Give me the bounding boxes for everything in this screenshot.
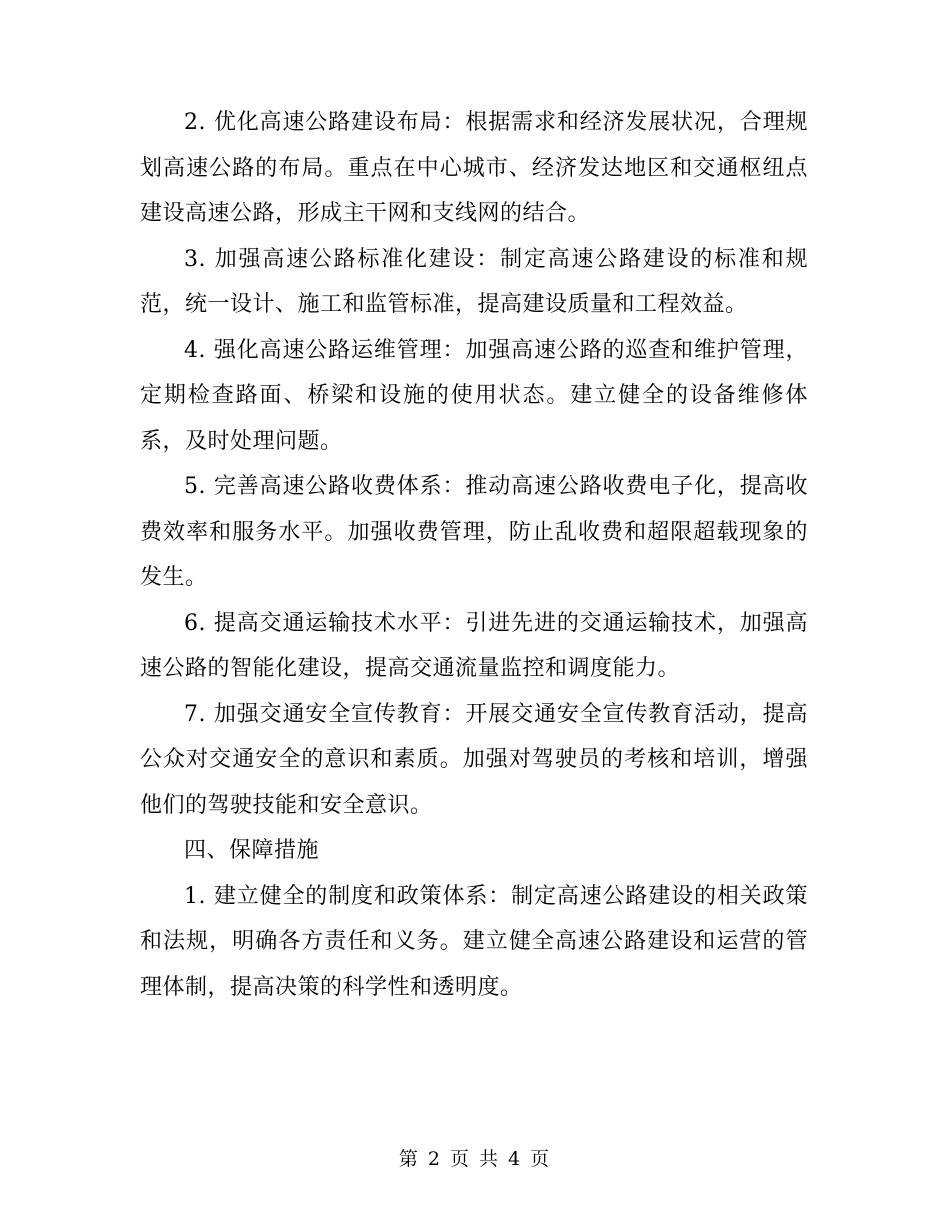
paragraph-item-7: 7. 加强交通安全宣传教育：开展交通安全宣传教育活动，提高公众对交通安全的意识和素质。加强对驾驶员的考核和培训，增强他们的驾驶技能和安全意识。 xyxy=(140,701,808,818)
paragraph-item-6: 6. 提高交通运输技术水平：引进先进的交通运输技术，加强高速公路的智能化建设，提高交通流量监控和调度能力。 xyxy=(140,610,808,681)
paragraph-item-3: 3. 加强高速公路标准化建设：制定高速公路建设的标准和规范，统一设计、施工和监管标准，提高建设质量和工程效益。 xyxy=(140,246,808,317)
paragraph-item-4: 4. 强化高速公路运维管理：加强高速公路的巡查和维护管理，定期检查路面、桥梁和设施的使用状态。建立健全的设备维修体系，及时处理问题。 xyxy=(140,337,808,454)
paragraph-item-5: 5. 完善高速公路收费体系：推动高速公路收费电子化，提高收费效率和服务水平。加强收费管理，防止乱收费和超限超载现象的发生。 xyxy=(140,474,808,590)
page-number-footer: 第 2 页 共 4 页 xyxy=(398,1148,552,1170)
paragraph-item-1: 1. 建立健全的制度和政策体系：制定高速公路建设的相关政策和法规，明确各方责任和义务。建立健全高速公路建设和运营的管理体制，提高决策的科学性和透明度。 xyxy=(140,883,808,1000)
section-heading: 四、保障措施 xyxy=(184,838,320,863)
document-body xyxy=(140,100,808,1010)
paragraph-item-2: 2. 优化高速公路建设布局：根据需求和经济发展状况，合理规划高速公路的布局。重点在中心城市、经济发达地区和交通枢纽点建设高速公路，形成主干网和支线网的结合。 xyxy=(140,110,808,226)
